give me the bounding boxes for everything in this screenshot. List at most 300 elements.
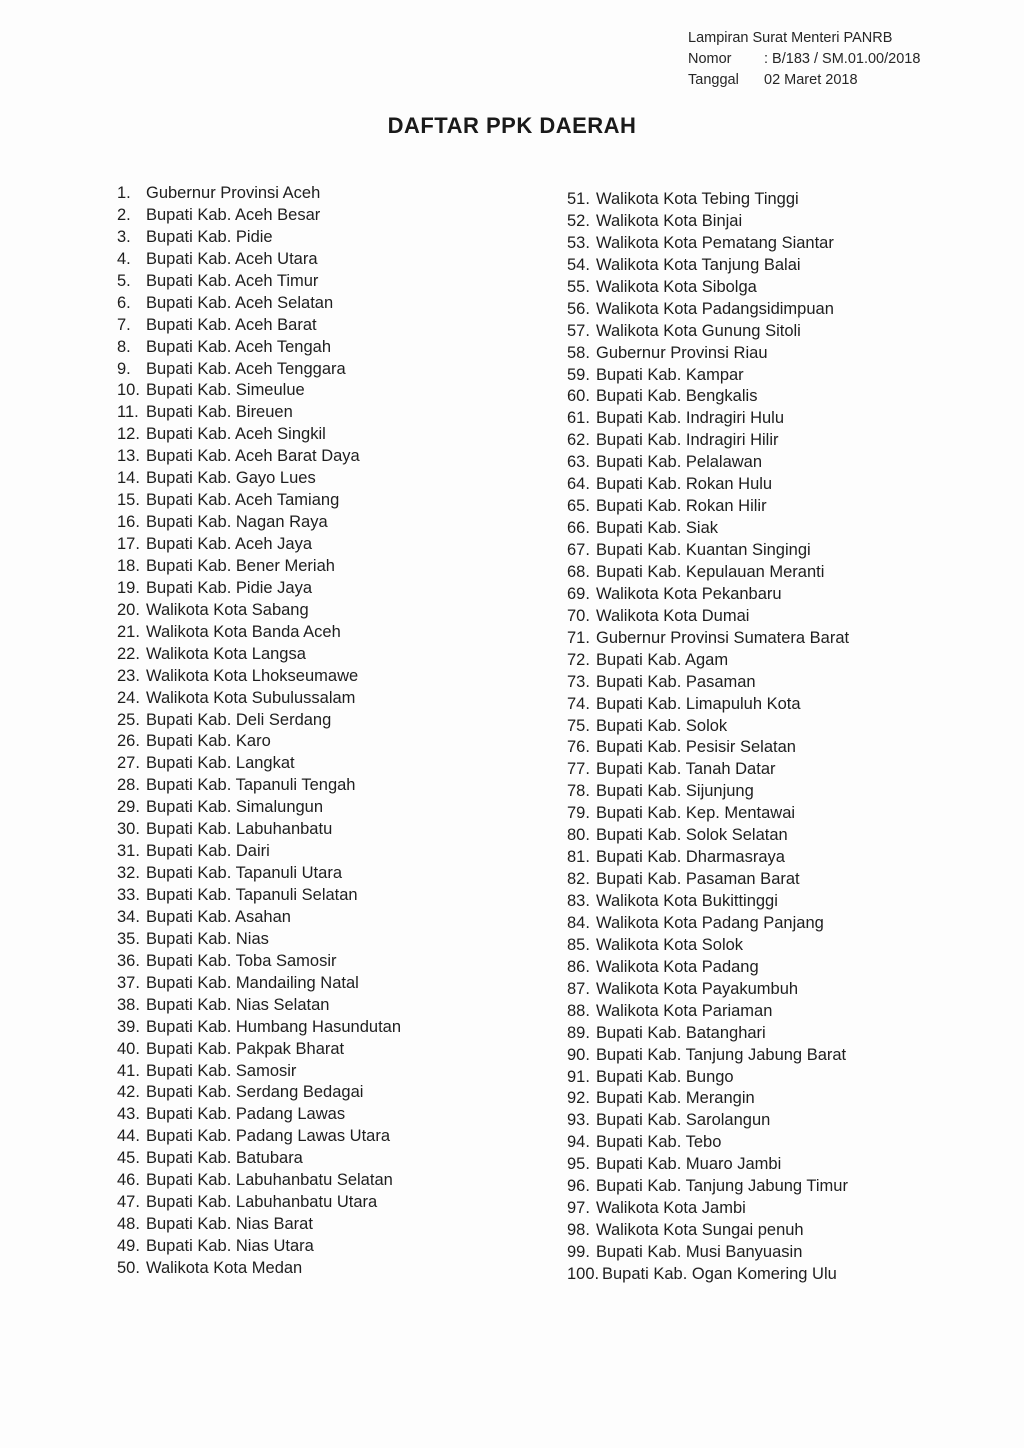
list-item-name: Bupati Kab. Ogan Komering Ulu [602, 1264, 837, 1283]
list-item-number: 70. [567, 606, 590, 625]
list-item [567, 1001, 849, 1023]
list-item-number: 86. [567, 957, 590, 976]
list-item-name: Bupati Kab. Deli Serdang [146, 710, 332, 729]
list-item-number: 82. [567, 870, 590, 889]
list-item-name: Bupati Kab. Solok Selatan [596, 826, 788, 845]
list-item-number: 1. [117, 184, 131, 202]
list-item-name: Bupati Kab. Aceh Singkil [146, 425, 326, 444]
list-item-number: 30. [117, 820, 140, 839]
list-item-name: Bupati Kab. Tanjung Jabung Timur [596, 1177, 848, 1196]
list-item-name: Bupati Kab. Aceh Jaya [146, 535, 313, 553]
list-item [567, 979, 849, 1001]
list-item [117, 666, 401, 688]
list-item-name: Gubernur Provinsi Riau [596, 343, 768, 362]
list-item [117, 1061, 401, 1083]
list-item [117, 534, 401, 556]
tanggal-value: 02 Maret 2018 [764, 72, 858, 88]
list-item [117, 293, 401, 315]
list-item-name: Bupati Kab. Bireuen [146, 403, 293, 422]
list-item-name: Bupati Kab. Labuhanbatu [146, 820, 333, 839]
list-item-name: Bupati Kab. Mandailing Natal [146, 973, 359, 992]
list-item-number: 77. [567, 760, 590, 779]
list-item [117, 205, 401, 227]
list-item-number: 99. [567, 1243, 590, 1261]
list-item-name: Walikota Kota Tebing Tinggi [596, 190, 799, 208]
list-item [567, 957, 849, 979]
list-item-number: 29. [117, 798, 140, 817]
list-item [567, 913, 849, 935]
list-item-name: Bupati Kab. Merangin [596, 1089, 755, 1108]
list-item-number: 46. [117, 1171, 140, 1190]
list-item-name: Bupati Kab. Tapanuli Selatan [146, 886, 358, 904]
tanggal-label: Tanggal [688, 72, 739, 88]
list-item [117, 1039, 401, 1061]
list-item [567, 869, 849, 891]
list-item [567, 1132, 849, 1154]
list-item-number: 19. [117, 578, 140, 597]
list-item-name: Bupati Kab. Batubara [146, 1149, 303, 1168]
list-item-name: Bupati Kab. Tebo [596, 1133, 722, 1152]
list-item-name: Walikota Kota Padang Panjang [596, 913, 824, 932]
list-item-name: Walikota Kota Lhokseumawe [146, 666, 359, 685]
list-item-number: 97. [567, 1199, 590, 1218]
list-item-name: Bupati Kab. Rokan Hulu [596, 475, 773, 494]
list-item-name: Bupati Kab. Limapuluh Kota [596, 694, 801, 713]
list-item-name: Walikota Kota Banda Aceh [146, 622, 341, 641]
list-item [117, 710, 401, 732]
list-item-name: Bupati Kab. Padang Lawas [146, 1105, 346, 1124]
list-item-name: Bupati Kab. Kuantan Singingi [596, 541, 811, 559]
list-item-number: 17. [117, 535, 140, 553]
list-item-name: Bupati Kab. Indragiri Hilir [596, 431, 779, 450]
list-item [567, 233, 849, 255]
list-item [567, 452, 849, 474]
header-attachment-text: Lampiran Surat Menteri PANRB [688, 30, 893, 46]
list-item-name: Bupati Kab. Pidie Jaya [146, 578, 313, 597]
header-nomor-line [688, 49, 920, 70]
list-item-name: Bupati Kab. Kep. Mentawai [596, 804, 796, 823]
list-item [117, 1192, 401, 1214]
list-item-number: 38. [117, 995, 140, 1014]
list-item [117, 731, 401, 753]
list-item [567, 628, 849, 650]
list-item-number: 47. [117, 1193, 140, 1212]
list-item-name: Bupati Kab. Pidie [146, 227, 273, 246]
list-item-name: Bupati Kab. Nias Utara [146, 1237, 314, 1255]
list-item-number: 69. [567, 584, 590, 603]
list-item [567, 847, 849, 869]
list-item-name: Walikota Kota Binjai [596, 211, 743, 230]
list-item [117, 578, 401, 600]
list-item [567, 716, 849, 738]
list-item-number: 28. [117, 776, 140, 795]
list-item [117, 622, 401, 644]
list-item-number: 13. [117, 447, 140, 466]
list-item-number: 7. [117, 315, 131, 334]
list-item-name: Bupati Kab. Tapanuli Tengah [146, 776, 356, 795]
list-item [117, 644, 401, 666]
list-item-name: Bupati Kab. Nagan Raya [146, 513, 328, 532]
list-item [117, 775, 401, 797]
list-item [117, 973, 401, 995]
list-item-name: Bupati Kab. Langkat [146, 754, 295, 773]
list-item-name: Walikota Kota Jambi [596, 1199, 746, 1218]
list-item-number: 96. [567, 1177, 590, 1196]
list-item [567, 825, 849, 847]
list-item-number: 63. [567, 453, 590, 472]
list-item-number: 32. [117, 864, 140, 883]
list-item [567, 935, 849, 957]
list-item [117, 402, 401, 424]
list-item [117, 1258, 401, 1280]
list-item-number: 61. [567, 409, 590, 428]
list-item-name: Bupati Kab. Tapanuli Utara [146, 864, 342, 883]
nomor-value: : B/183 / SM.01.00/2018 [764, 51, 921, 67]
list-item-name: Bupati Kab. Bengkalis [596, 387, 758, 406]
list-item-number: 14. [117, 469, 140, 488]
list-item-number: 4. [117, 249, 131, 268]
list-item-name: Walikota Kota Langsa [146, 644, 306, 663]
list-item-name: Walikota Kota Pariaman [596, 1001, 773, 1020]
list-item [567, 496, 849, 518]
list-item [567, 606, 849, 628]
list-item-name: Walikota Kota Bukittinggi [596, 892, 778, 910]
list-item-number: 40. [117, 1039, 140, 1058]
list-item-name: Bupati Kab. Pelalawan [596, 453, 763, 472]
list-item [567, 1045, 849, 1067]
list-item [117, 249, 401, 271]
list-item-number: 22. [117, 644, 140, 663]
list-item-name: Bupati Kab. Gayo Lues [146, 469, 316, 488]
list-item-number: 24. [117, 688, 140, 707]
list-item [567, 584, 849, 606]
list-item-number: 21. [117, 622, 140, 641]
list-item-number: 56. [567, 299, 590, 318]
list-item-number: 85. [567, 935, 590, 954]
letter-header [688, 28, 920, 91]
list-item-number: 5. [117, 271, 131, 290]
list-item [567, 518, 849, 540]
list-item-number: 53. [567, 233, 590, 252]
list-item [117, 359, 401, 381]
list-item [117, 424, 401, 446]
list-item-name: Bupati Kab. Nias Selatan [146, 995, 330, 1014]
list-item [567, 1242, 849, 1264]
list-item [567, 781, 849, 803]
list-item-number: 48. [117, 1215, 140, 1234]
list-item [117, 1214, 401, 1236]
list-item [567, 1088, 849, 1110]
list-item-number: 34. [117, 907, 140, 926]
list-item-name: Bupati Kab. Pasaman Barat [596, 870, 800, 889]
list-item-name: Bupati Kab. Humbang Hasundutan [146, 1017, 402, 1036]
list-item [117, 1104, 401, 1126]
list-item [117, 1170, 401, 1192]
list-item [117, 929, 401, 951]
list-item-number: 75. [567, 716, 590, 735]
list-item-name: Bupati Kab. Solok [596, 716, 728, 735]
list-item-number: 45. [117, 1149, 140, 1168]
list-item-number: 51. [567, 190, 590, 208]
list-item [567, 562, 849, 584]
list-item [567, 540, 849, 562]
list-item-name: Walikota Kota Tanjung Balai [596, 255, 801, 274]
list-item [567, 255, 849, 277]
list-item [117, 819, 401, 841]
list-item-name: Walikota Kota Dumai [596, 606, 750, 625]
list-item [567, 386, 849, 408]
list-item-number: 95. [567, 1155, 590, 1174]
list-item-name: Walikota Kota Subulussalam [146, 688, 356, 707]
list-item [567, 321, 849, 343]
list-item-number: 43. [117, 1105, 140, 1124]
list-item [567, 343, 849, 365]
list-item [117, 556, 401, 578]
list-item-number: 89. [567, 1023, 590, 1042]
list-item-name: Bupati Kab. Kampar [596, 365, 744, 384]
header-attachment-line [688, 28, 920, 49]
list-item [117, 1017, 401, 1039]
list-item [117, 227, 401, 249]
list-item-name: Bupati Kab. Serdang Bedagai [146, 1083, 364, 1102]
list-item-number: 6. [117, 293, 131, 312]
list-item-number: 8. [117, 337, 131, 356]
list-item-name: Bupati Kab. Labuhanbatu Selatan [146, 1171, 393, 1190]
list-item-name: Bupati Kab. Padang Lawas Utara [146, 1127, 390, 1146]
list-item-name: Bupati Kab. Indragiri Hulu [596, 409, 785, 428]
list-item-name: Bupati Kab. Nias [146, 929, 269, 948]
list-item [567, 1220, 849, 1242]
list-item-number: 98. [567, 1221, 590, 1240]
list-item-name: Bupati Kab. Aceh Barat [146, 315, 317, 334]
list-item-name: Bupati Kab. Asahan [146, 907, 291, 926]
list-item [117, 907, 401, 929]
list-item [567, 803, 849, 825]
list-item [567, 1110, 849, 1132]
list-item-number: 31. [117, 842, 140, 861]
list-item-name: Bupati Kab. Dharmasraya [596, 848, 785, 867]
list-item-number: 9. [117, 359, 131, 378]
list-item-name: Bupati Kab. Sarolangun [596, 1111, 771, 1130]
list-item-name: Bupati Kab. Muaro Jambi [596, 1155, 782, 1174]
list-item [567, 891, 849, 913]
list-item-number: 55. [567, 277, 590, 296]
list-item-number: 62. [567, 431, 590, 450]
list-item-name: Bupati Kab. Bener Meriah [146, 556, 335, 575]
list-item-number: 60. [567, 387, 590, 406]
list-item-name: Bupati Kab. Aceh Tenggara [146, 359, 346, 378]
list-item [567, 365, 849, 387]
list-item-number: 42. [117, 1083, 140, 1102]
list-item-number: 15. [117, 491, 140, 510]
list-item-number: 74. [567, 694, 590, 713]
list-item-number: 35. [117, 929, 140, 948]
list-item-number: 20. [117, 600, 140, 619]
list-item [117, 315, 401, 337]
list-item-number: 12. [117, 425, 140, 444]
list-item-number: 44. [117, 1127, 140, 1146]
list-item [117, 995, 401, 1017]
list-item-number: 23. [117, 666, 140, 685]
list-item-number: 11. [117, 403, 139, 422]
list-item-number: 57. [567, 321, 590, 340]
list-item-number: 3. [117, 227, 131, 246]
list-item-number: 27. [117, 754, 140, 773]
list-item [567, 1198, 849, 1220]
list-item-number: 90. [567, 1045, 590, 1064]
list-item-name: Bupati Kab. Samosir [146, 1061, 297, 1080]
list-item-name: Walikota Kota Medan [146, 1258, 303, 1277]
list-item-name: Bupati Kab. Aceh Selatan [146, 293, 334, 312]
list-item-name: Bupati Kab. Kepulauan Meranti [596, 562, 825, 581]
list-item-name: Bupati Kab. Pesisir Selatan [596, 738, 796, 757]
list-item-name: Bupati Kab. Rokan Hilir [596, 497, 767, 516]
list-item [567, 672, 849, 694]
ppk-list-left-column [117, 183, 401, 1280]
list-item-name: Bupati Kab. Siak [596, 519, 718, 538]
list-item [117, 863, 401, 885]
list-item [567, 1154, 849, 1176]
list-item-name: Bupati Kab. Tanah Datar [596, 760, 776, 779]
list-item [117, 1126, 401, 1148]
list-item-number: 39. [117, 1017, 140, 1036]
list-item-number: 66. [567, 519, 590, 538]
list-item [567, 1023, 849, 1045]
list-item-name: Bupati Kab. Pasaman [596, 672, 756, 691]
list-item-name: Walikota Kota Pekanbaru [596, 584, 782, 603]
list-item [567, 211, 849, 233]
list-item-name: Walikota Kota Gunung Sitoli [596, 321, 801, 340]
list-item [117, 380, 401, 402]
list-item-name: Walikota Kota Payakumbuh [596, 979, 799, 998]
list-item-number: 67. [567, 541, 590, 559]
list-item-number: 92. [567, 1089, 590, 1108]
list-item-number: 18. [117, 556, 140, 575]
list-item-name: Walikota Kota Padangsidimpuan [596, 299, 834, 318]
list-item-name: Bupati Kab. Tanjung Jabung Barat [596, 1045, 847, 1064]
list-item [117, 797, 401, 819]
list-item-name: Bupati Kab. Karo [146, 732, 271, 751]
list-item [117, 183, 401, 205]
list-item [567, 189, 849, 211]
list-item-number: 84. [567, 913, 590, 932]
list-item-number: 72. [567, 650, 590, 669]
list-item-name: Bupati Kab. Aceh Tengah [146, 337, 332, 356]
list-item [117, 688, 401, 710]
list-item-number: 91. [567, 1067, 590, 1086]
list-item [567, 650, 849, 672]
list-item-number: 78. [567, 782, 590, 801]
list-item-number: 65. [567, 497, 590, 516]
list-item-number: 52. [567, 211, 590, 230]
list-item-number: 87. [567, 979, 590, 998]
list-item-number: 10. [117, 381, 140, 400]
list-item [567, 408, 849, 430]
list-item [567, 1176, 849, 1198]
list-item-name: Walikota Kota Sabang [146, 600, 309, 619]
list-item-name: Bupati Kab. Aceh Utara [146, 249, 318, 268]
list-item-name: Bupati Kab. Labuhanbatu Utara [146, 1193, 378, 1212]
list-item-name: Gubernur Provinsi Sumatera Barat [596, 628, 850, 647]
list-item-name: Walikota Kota Padang [596, 957, 759, 976]
list-item [567, 759, 849, 781]
list-item-number: 100. [567, 1264, 600, 1283]
list-item-name: Bupati Kab. Simalungun [146, 798, 324, 817]
list-item [117, 841, 401, 863]
list-item [117, 753, 401, 775]
list-item-name: Bupati Kab. Aceh Barat Daya [146, 447, 360, 466]
list-item [117, 600, 401, 622]
list-item-number: 25. [117, 710, 140, 729]
list-item-number: 76. [567, 738, 590, 757]
list-item-name: Bupati Kab. Pakpak Bharat [146, 1039, 345, 1058]
list-item [117, 490, 401, 512]
list-item-number: 33. [117, 886, 140, 904]
list-item-number: 41. [117, 1061, 140, 1080]
list-item-number: 73. [567, 672, 590, 691]
list-item-number: 36. [117, 951, 140, 970]
list-item [117, 337, 401, 359]
list-item [567, 474, 849, 496]
list-item [567, 277, 849, 299]
list-item [117, 446, 401, 468]
list-item-number: 26. [117, 732, 140, 751]
document-title: DAFTAR PPK DAERAH [387, 113, 637, 138]
header-tanggal-line [688, 70, 920, 91]
list-item [117, 1236, 401, 1258]
list-item-name: Bupati Kab. Dairi [146, 842, 270, 861]
list-item [117, 468, 401, 490]
list-item [117, 1082, 401, 1104]
list-item-name: Bupati Kab. Toba Samosir [146, 951, 337, 970]
list-item-name: Walikota Kota Solok [596, 935, 744, 954]
list-item [567, 694, 849, 716]
list-item-name: Bupati Kab. Agam [596, 650, 729, 669]
list-item-number: 79. [567, 804, 590, 823]
list-item [567, 299, 849, 321]
list-item-number: 49. [117, 1237, 140, 1255]
list-item [117, 1148, 401, 1170]
list-item-number: 2. [117, 205, 131, 224]
list-item-number: 81. [567, 848, 590, 867]
list-item-number: 83. [567, 892, 590, 910]
list-item-number: 64. [567, 475, 590, 494]
list-item-number: 93. [567, 1111, 590, 1130]
list-item-number: 80. [567, 826, 590, 845]
list-item [117, 512, 401, 534]
list-item-number: 50. [117, 1258, 140, 1277]
list-item-name: Bupati Kab. Aceh Besar [146, 205, 321, 224]
list-item-name: Bupati Kab. Bungo [596, 1067, 734, 1086]
list-item-number: 37. [117, 973, 140, 992]
list-item [567, 430, 849, 452]
list-item-number: 68. [567, 562, 590, 581]
list-item-number: 54. [567, 255, 590, 274]
list-item-name: Walikota Kota Sungai penuh [596, 1221, 804, 1240]
list-item [567, 1067, 849, 1089]
list-item-name: Bupati Kab. Aceh Timur [146, 271, 319, 290]
list-item [117, 885, 401, 907]
list-item-number: 59. [567, 365, 590, 384]
list-item-name: Bupati Kab. Aceh Tamiang [146, 491, 340, 510]
list-item-number: 58. [567, 343, 590, 362]
list-item-number: 71. [567, 628, 590, 647]
list-item-name: Bupati Kab. Nias Barat [146, 1215, 313, 1234]
list-item-number: 94. [567, 1133, 590, 1152]
list-item-name: Bupati Kab. Batanghari [596, 1023, 766, 1042]
nomor-label: Nomor [688, 51, 732, 67]
list-item-name: Gubernur Provinsi Aceh [146, 184, 321, 202]
